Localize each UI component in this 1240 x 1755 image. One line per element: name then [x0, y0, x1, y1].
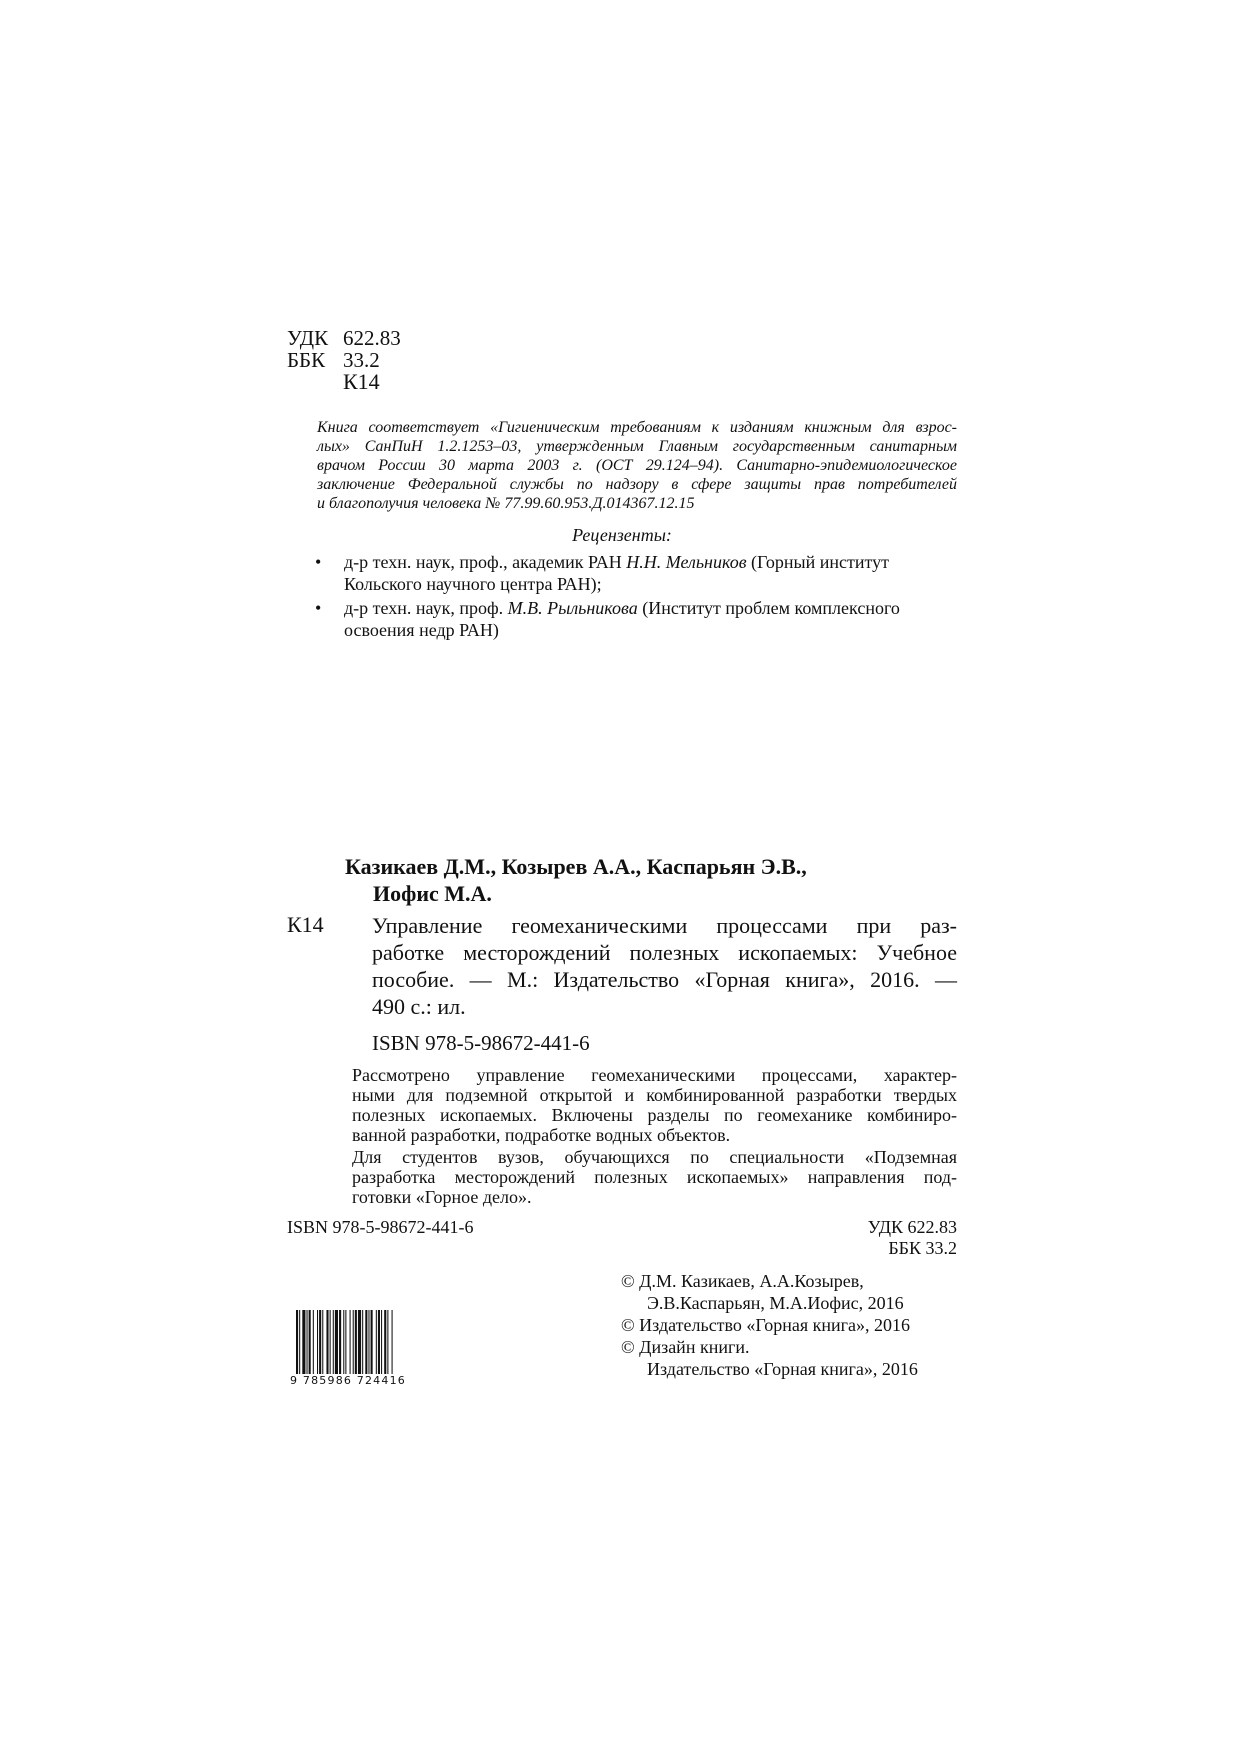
barcode-bar — [371, 1310, 373, 1374]
barcode-bar — [322, 1310, 323, 1374]
barcode-bar — [392, 1310, 393, 1382]
abstract-line: разработка месторождений полезных ископаемых» направления под- — [352, 1167, 957, 1187]
note-line: Книга соответствует «Гигиеническим требованиям к изданиям книжным для взрос- — [317, 419, 957, 436]
reviewer-prefix: д-р техн. наук, проф. — [344, 598, 508, 618]
copyright-line: © Д.М. Казикаев, А.А.Козырев, — [621, 1271, 864, 1291]
abstract-line: готовки «Горное дело». — [352, 1187, 532, 1207]
barcode-bar — [381, 1310, 382, 1374]
reviewer-item — [287, 551, 959, 595]
copyright-line: © Дизайн книги. — [621, 1337, 750, 1357]
reviewer-line2: Кольского научного центра РАН); — [344, 574, 602, 594]
authors-line: Иофис М.А. — [373, 881, 492, 906]
barcode-bar — [358, 1310, 361, 1374]
book-description — [372, 912, 957, 1020]
bbk-value: 33.2 — [343, 348, 380, 372]
footer-bbk: ББК 33.2 — [888, 1238, 957, 1258]
authors-line: Казикаев Д.М., Козырев А.А., Каспарьян Э.В., — [345, 854, 807, 879]
abstract-line: полезных ископаемых. Включены разделы по геомеханике комбиниро- — [352, 1105, 957, 1125]
authors — [345, 853, 807, 907]
reviewer-line2: освоения недр РАН) — [344, 620, 499, 640]
reviewer-name: Н.Н. Мельников — [626, 552, 747, 572]
barcode-bar — [350, 1310, 351, 1374]
barcode-bar — [343, 1310, 344, 1374]
footer-udk: УДК 622.83 — [867, 1217, 957, 1237]
barcode-bar — [309, 1310, 311, 1374]
barcode-bar — [299, 1310, 300, 1382]
barcode-bar — [313, 1310, 314, 1374]
barcode-bar — [330, 1310, 331, 1374]
copyright-line: © Издательство «Горная книга», 2016 — [621, 1315, 911, 1335]
catalog-code: К14 — [287, 912, 324, 937]
reviewer-name: М.В. Рыльникова — [507, 598, 638, 618]
barcode-bar — [319, 1310, 321, 1374]
barcode-digits: 9 785986 724416 — [290, 1374, 406, 1387]
udk-row — [287, 327, 401, 349]
reviewer-prefix: д-р техн. наук, проф., академик РАН — [344, 552, 627, 572]
udk-block — [287, 327, 401, 393]
udk-label: УДК — [287, 326, 329, 350]
copyright-line: Э.В.Каспарьян, М.А.Иофис, 2016 — [647, 1293, 904, 1313]
barcode-bar — [326, 1310, 328, 1374]
barcode-bar — [376, 1310, 377, 1374]
reviewer-suffix: (Горный институт — [746, 552, 889, 572]
barcode-bar — [365, 1310, 367, 1374]
abstract — [352, 1065, 957, 1207]
barcode-bar — [296, 1310, 298, 1382]
barcode-bar — [362, 1310, 363, 1374]
sanitary-note — [317, 418, 957, 513]
copyright-block — [621, 1270, 918, 1380]
description-line: 490 с.: ил. — [372, 994, 466, 1019]
abstract-line: ванной разработки, подработке водных объектов. — [352, 1125, 731, 1145]
bullet-icon: • — [315, 598, 322, 618]
reviewer-item — [287, 597, 959, 641]
barcode-bar — [353, 1310, 354, 1374]
barcode-bar — [307, 1310, 308, 1374]
reviewers-list — [287, 551, 959, 643]
note-line: заключение Федеральной службы по надзору в сфере защиты прав потребителей — [317, 476, 957, 493]
bbk-row — [287, 349, 401, 371]
barcode-bar — [345, 1310, 346, 1382]
isbn: ISBN 978-5-98672-441-6 — [372, 1031, 590, 1055]
bullet-icon: • — [315, 552, 322, 572]
reviewer-suffix: (Институт проблем комплексного — [637, 598, 900, 618]
barcode-bar — [378, 1310, 380, 1374]
copyright-line: Издательство «Горная книга», 2016 — [647, 1359, 918, 1379]
barcode-bar — [384, 1310, 386, 1374]
footer-classification — [868, 1217, 957, 1259]
description-line: работке месторождений полезных ископаемых: Учебное — [372, 940, 957, 965]
note-line: врачом России 30 марта 2003 г. (ОСТ 29.124–94). Санитарно-эпидемиологическое — [317, 457, 957, 474]
barcode-bar — [302, 1310, 305, 1374]
barcode-bar — [333, 1310, 334, 1374]
note-line: лых» СанПиН 1.2.1253–03, утвержденным Главным государственным санитарным — [317, 438, 957, 455]
footer-isbn: ISBN 978-5-98672-441-6 — [287, 1217, 474, 1237]
barcode-bar — [387, 1310, 388, 1374]
author-code: К14 — [343, 369, 380, 394]
description-line: Управление геомеханическими процессами при раз- — [372, 913, 957, 938]
abstract-line: Рассмотрено управление геомеханическими процессами, характер- — [352, 1065, 957, 1085]
abstract-line: Для студентов вузов, обучающихся по специальности «Подземная — [352, 1147, 957, 1167]
bbk-label: ББК — [287, 348, 326, 372]
udk-value: 622.83 — [343, 326, 401, 350]
note-line: и благополучия человека № 77.99.60.953.Д.014367.12.15 — [317, 495, 695, 512]
barcode-bar — [368, 1310, 369, 1374]
reviewers-title: Рецензенты: — [572, 525, 672, 545]
barcode-bar — [335, 1310, 338, 1374]
barcode-bar — [339, 1310, 341, 1374]
barcode-bar — [355, 1310, 357, 1374]
barcode-bar — [317, 1310, 318, 1374]
abstract-line: ными для подземной открытой и комбинированной разработки твердых — [352, 1085, 957, 1105]
description-line: пособие. — М.: Издательство «Горная книга», 2016. — — [372, 967, 957, 992]
